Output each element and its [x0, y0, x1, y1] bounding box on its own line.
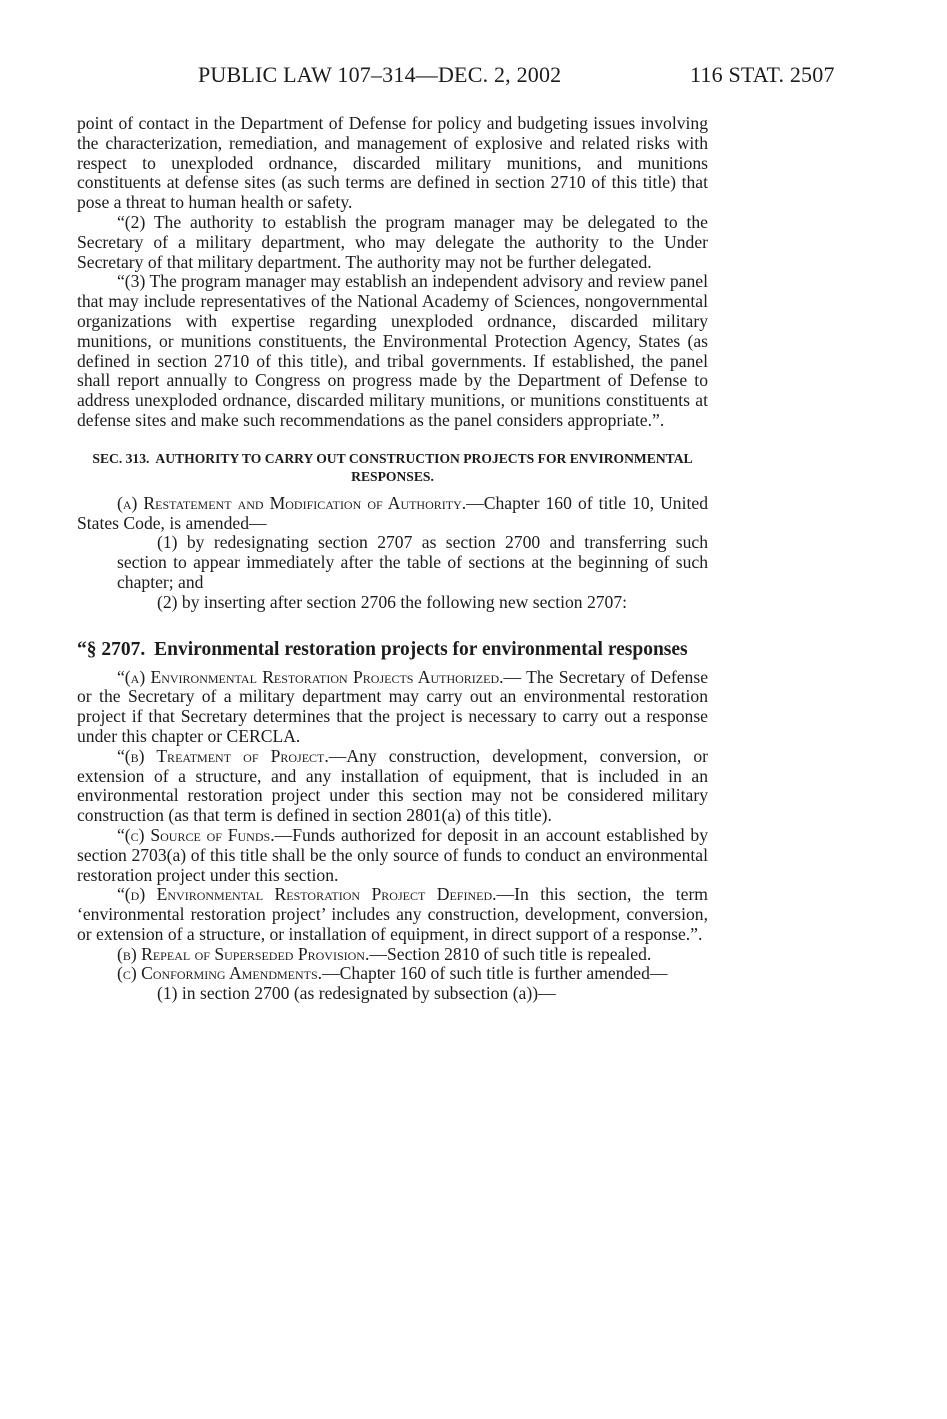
statute-page-number: 116 STAT. 2507: [690, 62, 835, 87]
subsection-c-text: —Chapter 160 of such title is further amended—: [322, 963, 668, 984]
section-313-number: SEC. 313.: [92, 450, 150, 466]
paragraph-2: “(2) The authority to establish the program manager may be delegated to the Secretary of a military department, who may delegate the authority to the Under Secretary of that military department. The authority may not be further delegated.: [77, 211, 708, 272]
subsection-a-item-1: (1) by redesignating section 2707 as section 2700 and transferring such section to appear immediately after the table of sections at the beginning of such chapter; and: [117, 532, 708, 592]
subsection-2707-b-text: —Any construction, development, conversion, or extension of a structure, and any installation of equipment, that is included in an environmental restoration project under this section may not be considered military construction (as that term is defined in section 2801(a) of this title).: [77, 745, 708, 826]
subsection-c: [77, 964, 708, 984]
subsection-2707-c-heading: “(c) Source of Funds.: [117, 824, 275, 845]
subsection-b-text: —Section 2810 of such title is repealed.: [369, 943, 652, 964]
subsection-c-heading: (c) Conforming Amendments.: [117, 963, 323, 984]
subsection-2707-a: [77, 668, 708, 747]
subsection-2707-d-text: —In this section, the term ‘environmental restoration project’ includes any construction, development, conversion, or extension of a structure, or installation of equipment, in direct support of a response.”.: [77, 884, 708, 944]
subsection-2707-c: [77, 826, 708, 885]
subsection-a-item-2: (2) by inserting after section 2706 the following new section 2707:: [157, 591, 628, 612]
running-header: [0, 62, 947, 92]
section-2707-symbol: “§ 2707.: [77, 638, 146, 660]
public-law-citation: PUBLIC LAW 107–314—DEC. 2, 2002: [198, 62, 562, 87]
body-text: [77, 114, 708, 1004]
subsection-b: [77, 945, 708, 965]
subsection-2707-a-text: — The Secretary of Defense or the Secretary of a military department may carry out an environmental restoration project if that Secretary determines that the project is necessary to carry out a response under this chapter or CERCLA.: [77, 666, 708, 746]
subsection-a-heading: (a) Restatement and Modification of Authority.: [117, 492, 467, 513]
paragraph-continued: point of contact in the Department of Defense for policy and budgeting issues involving the characterization, remediation, and management of explosive and related risks with respect to unexploded ordnance, discarded military munitions, and munitions constituents at defense sites (as such terms are defined in section 2710 of this title) that pose a threat to human health or safety.: [77, 113, 708, 213]
subsection-a: [77, 494, 708, 534]
subsection-2707-b: [77, 747, 708, 826]
subsection-b-heading: (b) Repeal of Superseded Provision.: [117, 943, 370, 964]
subsection-2707-c-text: —Funds authorized for deposit in an account established by section 2703(a) of this title shall be the only source of funds to conduct an environmental restoration project under this section.: [77, 824, 708, 885]
subsection-2707-d-heading: “(d) Environmental Restoration Project Defined.: [117, 884, 497, 905]
subsection-c-item-1: (1) in section 2700 (as redesignated by subsection (a))—: [157, 983, 556, 1004]
section-313-heading: [77, 450, 708, 486]
subsection-a-text: —Chapter 160 of title 10, United States Code, is amended—: [77, 492, 708, 533]
section-2707-title: [77, 639, 708, 660]
paragraph-3: “(3) The program manager may establish an independent advisory and review panel that may include representatives of the National Academy of Sciences, nongovernmental organizations with expertise regarding unexploded ordnance, discarded military munitions, or munitions constituents, the Environmental Protection Agency, States (as defined in section 2710 of this title), and tribal governments. If established, the panel shall report annually to Congress on progress made by the Department of Defense to address unexploded ordnance, discarded military munitions, or munitions constituents at defense sites and make such recommendations as the panel considers appropriate.”.: [77, 271, 708, 430]
subsection-2707-d: [77, 885, 708, 944]
section-2707-heading: Environmental restoration projects for environmental responses: [154, 638, 688, 660]
section-313-title: AUTHORITY TO CARRY OUT CONSTRUCTION PROJECTS FOR ENVIRONMENTAL RESPONSES.: [155, 450, 693, 484]
subsection-2707-b-heading: “(b) Treatment of Project.: [117, 745, 329, 766]
subsection-2707-a-heading: “(a) Environmental Restoration Projects Authorized.: [117, 666, 504, 687]
